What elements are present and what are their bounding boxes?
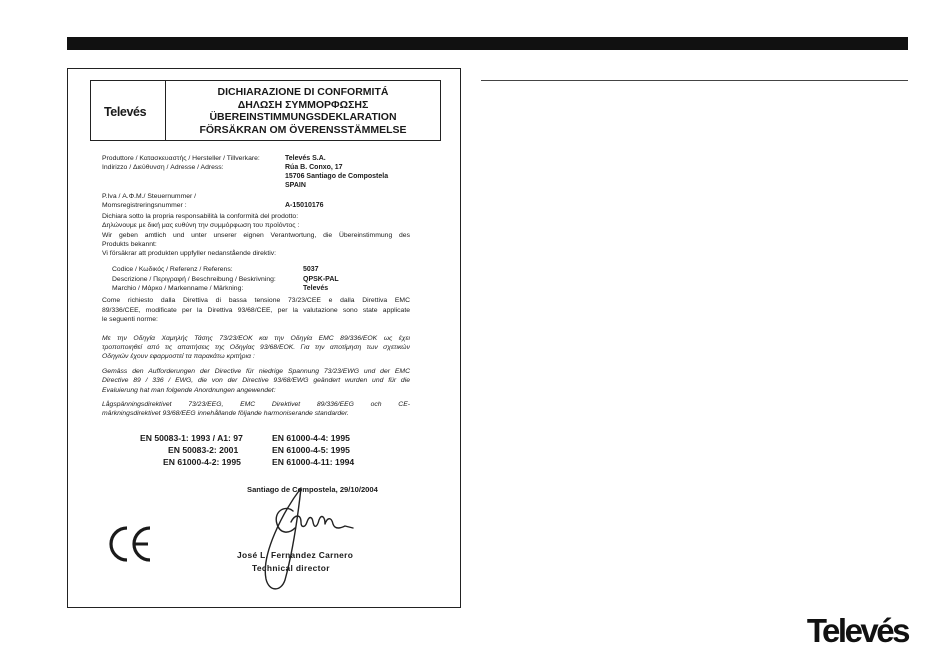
title-italian: DICHIARAZIONE DI CONFORMITÁ (217, 86, 389, 98)
standard-item: EN 50083-1: 1993 / A1: 97 (140, 433, 243, 443)
product-brand-label: Marchio / Μάρκο / Markenname / Märkning: (112, 284, 244, 292)
vat-label: P.Iva / Α.Φ.Μ./ Steuernummer / (102, 192, 197, 200)
statement-line: Δηλώνουμε με δική μας ευθύνη την συμμόρφωση του προϊόντος : (102, 221, 300, 229)
signature (255, 484, 360, 594)
statement-line: Vi försäkrar att produkten uppfyller nedanstående direktiv: (102, 249, 277, 257)
directive-de-line: Directive 89 / 336 / EWG, die von der Directive 93/68/EWG geändert wurden und für die (102, 377, 410, 384)
address-label: Indirizzo / Διεύθυνση / Adresse / Adress: (102, 163, 224, 171)
standard-item: EN 61000-4-5: 1995 (272, 445, 350, 455)
product-description-label: Descrizione / Περιγραφή / Beschreibung / Beskrivning: (112, 275, 276, 283)
address-line: 15706 Santiago de Compostela (285, 172, 389, 180)
product-code-value: 5037 (303, 265, 319, 273)
signatory-title: Technical director (252, 563, 330, 573)
product-code-label: Codice / Κωδικός / Referenz / Referens: (112, 265, 233, 273)
manufacturer-value: Televés S.A. (285, 154, 326, 162)
right-column-rule (481, 80, 908, 81)
vat-value: A-15010176 (285, 201, 324, 209)
product-description-value: QPSK-PAL (303, 275, 339, 283)
manufacturer-label: Produttore / Κατασκευαστής / Hersteller / Tillverkare: (102, 154, 260, 162)
footer-brand-logo: Televés (806, 612, 908, 649)
declaration-logo: Televés (104, 105, 147, 119)
directive-el-line: τροποποιηθεί από τις απαιτήσεις της Οδηγίας 93/68/ΕΟΚ. Για την αποτίμηση των σχετικών (102, 343, 410, 351)
address-line: Rúa B. Conxo, 17 (285, 163, 343, 171)
signatory-name: José L. Fernandez Carnero (237, 550, 354, 560)
place-date: Santiago de Compostela, 29/10/2004 (247, 485, 378, 494)
statement-line: Dichiara sotto la propria responsabilità la conformità del prodotto: (102, 212, 299, 220)
directive-el-line: Οδηγιών έχουν εφαρμοστεί τα παρακάτω κριτήρια : (102, 352, 255, 360)
standard-item: EN 61000-4-11: 1994 (272, 457, 355, 467)
directive-sv-line: märkningsdirektivet 93/68/EEG innehållande följande harmoniserande standarder. (102, 410, 349, 417)
title-swedish: FÖRSÄKRAN OM ÖVERENSSTÄMMELSE (199, 124, 407, 137)
directive-it-line: Come richiesto dalla Direttiva di bassa tensione 73/23/CEE e dalla Direttiva EMC (102, 296, 410, 304)
directive-el-line: Με την Οδηγία Χαμηλής Τάσης 73/23/ΕΟΚ και την Οδηγία EMC 89/336/ΕΟΚ ως έχει (102, 334, 410, 342)
product-brand-value: Televés (303, 284, 329, 292)
title-greek: ΔΗΛΩΣΗ ΣΥΜΜΟΡΦΩΣΗΣ (237, 98, 369, 111)
directive-it-line: 89/336/CEE, modificate per la Direttiva 93/68/CEE, per la valutazione sono state applicate (102, 306, 410, 314)
declaration-titles (166, 86, 440, 137)
directive-it-line: le seguenti norme: (102, 315, 158, 323)
directive-de-line: Gemäss den Aufforderungen der Directive für niedrige Spannung 73/23/EWG und der EMC (102, 367, 410, 375)
standard-item: EN 50083-2: 2001 (168, 445, 239, 455)
directive-sv-line: Lågspänningsdirektivet 73/23/EEG, EMC Direktivet 89/336/EEG och CE- (102, 400, 410, 408)
standard-item: EN 61000-4-4: 1995 (272, 433, 350, 443)
standard-item: EN 61000-4-2: 1995 (163, 457, 241, 467)
ce-mark-icon (108, 526, 152, 562)
statement-line: Produkts bekannt: (102, 240, 157, 248)
top-header-bar (67, 37, 908, 50)
directive-de-line: Evaluierung hat man folgende Anordnungen angewendet: (102, 386, 276, 394)
vat-label: Momsregistreringsnummer : (102, 201, 187, 209)
statement-line: Wir geben amtlich und unter unserer eignen Verantwortung, die Übereinstimmung des (102, 231, 410, 239)
title-german: ÜBEREINSTIMMUNGSDEKLARATION (209, 111, 397, 124)
address-line: SPAIN (285, 181, 306, 189)
